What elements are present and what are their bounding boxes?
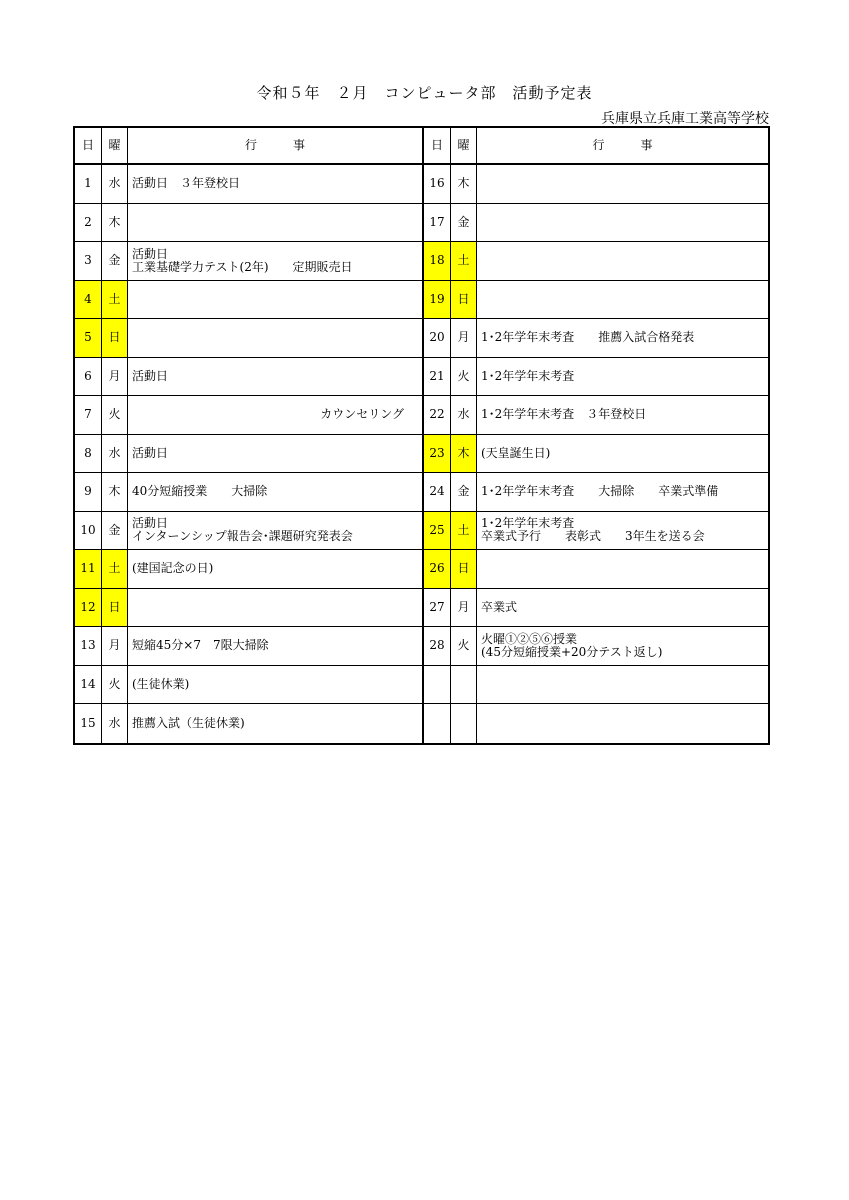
event-cell: (天皇誕生日) (481, 445, 551, 460)
day-cell: 24 (424, 473, 451, 511)
day-cell: 20 (424, 319, 451, 357)
day-cell: 21 (424, 358, 451, 396)
event-cell (128, 204, 422, 242)
weekday-cell: 金 (102, 512, 128, 550)
table-row (75, 550, 422, 589)
header-day: 日 (424, 128, 451, 163)
schedule-right-half (424, 128, 768, 743)
day-cell: 17 (424, 204, 451, 242)
day-cell: 13 (75, 627, 102, 665)
weekday-cell: 日 (451, 550, 477, 588)
day-cell: 10 (75, 512, 102, 550)
weekday-cell: 日 (102, 589, 128, 627)
day-cell: 22 (424, 396, 451, 434)
day-cell: 3 (75, 242, 102, 280)
event-cell: 1･2年学年末考査 大掃除 卒業式準備 (481, 484, 719, 499)
table-row (75, 396, 422, 435)
event-cell (477, 550, 768, 588)
event-cell (477, 204, 768, 242)
table-row (424, 512, 768, 551)
event-cell: 短縮45分×7 7限大掃除 (132, 638, 269, 653)
day-cell: 7 (75, 396, 102, 434)
weekday-cell: 土 (102, 281, 128, 319)
header-weekday: 曜 (102, 128, 128, 163)
table-row (424, 627, 768, 666)
table-row (75, 165, 422, 204)
event-cell: (生徒休業) (132, 676, 190, 691)
day-cell: 4 (75, 281, 102, 319)
table-row (75, 281, 422, 320)
table-row (424, 473, 768, 512)
event-cell (128, 281, 422, 319)
day-cell: 5 (75, 319, 102, 357)
event-cell (128, 589, 422, 627)
event-cell: 卒業式 (481, 599, 518, 614)
table-row (75, 435, 422, 474)
table-row (75, 242, 422, 281)
event-cell: (建国記念の日) (132, 561, 214, 576)
event-cell: 1･2年学年末考査 推薦入試合格発表 (481, 330, 695, 345)
event-cell: 活動日 (132, 445, 169, 460)
day-cell: 26 (424, 550, 451, 588)
right-rows (424, 165, 768, 743)
event-cell (477, 666, 768, 704)
event-cell (477, 704, 768, 743)
header-event: 行 事 (244, 138, 305, 152)
day-cell: 11 (75, 550, 102, 588)
day-cell: 16 (424, 165, 451, 203)
table-row (424, 704, 768, 743)
weekday-cell: 木 (102, 204, 128, 242)
header-weekday: 曜 (451, 128, 477, 163)
event-cell: カウンセリング (320, 407, 404, 422)
weekday-cell: 土 (451, 242, 477, 280)
day-cell (424, 666, 451, 704)
weekday-cell: 月 (451, 319, 477, 357)
table-row (75, 319, 422, 358)
table-row (424, 358, 768, 397)
weekday-cell: 月 (451, 589, 477, 627)
table-row (424, 165, 768, 204)
event-cell (477, 281, 768, 319)
table-row (424, 242, 768, 281)
schedule-left-half (75, 128, 424, 743)
weekday-cell: 火 (102, 666, 128, 704)
event-cell (477, 165, 768, 203)
table-row (75, 473, 422, 512)
event-cell: 1･2年学年末考査 卒業式予行 表彰式 3年生を送る会 (481, 516, 705, 544)
weekday-cell: 水 (102, 435, 128, 473)
weekday-cell: 火 (451, 627, 477, 665)
table-row (75, 704, 422, 743)
weekday-cell (451, 704, 477, 743)
event-cell: 活動日 ３年登校日 (132, 176, 241, 191)
table-row (75, 666, 422, 705)
weekday-cell: 金 (451, 204, 477, 242)
event-cell: 1･2年学年末考査 ３年登校日 (481, 407, 647, 422)
day-cell: 14 (75, 666, 102, 704)
day-cell (424, 704, 451, 743)
day-cell: 18 (424, 242, 451, 280)
weekday-cell: 木 (451, 165, 477, 203)
table-row (424, 666, 768, 705)
event-cell: 40分短縮授業 大掃除 (132, 484, 268, 499)
table-header (424, 128, 768, 165)
day-cell: 15 (75, 704, 102, 743)
day-cell: 27 (424, 589, 451, 627)
event-cell: 推薦入試（生徒休業) (132, 715, 245, 730)
table-row (424, 281, 768, 320)
table-row (424, 204, 768, 243)
weekday-cell: 金 (102, 242, 128, 280)
page-title: 令和５年 ２月 コンピュータ部 活動予定表 (256, 84, 593, 102)
schedule-table (73, 126, 770, 745)
table-row (75, 512, 422, 551)
table-row (424, 550, 768, 589)
event-cell: 活動日 工業基礎学力テスト(2年) 定期販売日 (132, 246, 353, 274)
left-rows (75, 165, 422, 743)
table-row (75, 358, 422, 397)
day-cell: 9 (75, 473, 102, 511)
weekday-cell: 土 (451, 512, 477, 550)
weekday-cell: 土 (102, 550, 128, 588)
weekday-cell: 火 (102, 396, 128, 434)
weekday-cell: 火 (451, 358, 477, 396)
weekday-cell: 水 (102, 165, 128, 203)
day-cell: 6 (75, 358, 102, 396)
header-event: 行 事 (592, 138, 653, 152)
table-row (75, 627, 422, 666)
weekday-cell: 月 (102, 358, 128, 396)
day-cell: 1 (75, 165, 102, 203)
day-cell: 8 (75, 435, 102, 473)
weekday-cell: 水 (102, 704, 128, 743)
day-cell: 23 (424, 435, 451, 473)
day-cell: 19 (424, 281, 451, 319)
weekday-cell: 金 (451, 473, 477, 511)
header-day: 日 (75, 128, 102, 163)
event-cell (128, 319, 422, 357)
table-row (424, 435, 768, 474)
event-cell (477, 242, 768, 280)
weekday-cell: 月 (102, 627, 128, 665)
day-cell: 25 (424, 512, 451, 550)
weekday-cell: 木 (451, 435, 477, 473)
event-cell: 1･2年学年末考査 (481, 368, 575, 383)
weekday-cell: 木 (102, 473, 128, 511)
weekday-cell: 水 (451, 396, 477, 434)
table-row (424, 319, 768, 358)
table-row (424, 589, 768, 628)
day-cell: 2 (75, 204, 102, 242)
school-name: 兵庫県立兵庫工業高等学校 (601, 111, 769, 127)
weekday-cell (451, 666, 477, 704)
table-row (75, 204, 422, 243)
event-cell: 火曜①②⑤⑥授業 (45分短縮授業+20分テスト返し) (481, 631, 663, 659)
table-row (75, 589, 422, 628)
day-cell: 28 (424, 627, 451, 665)
day-cell: 12 (75, 589, 102, 627)
table-row (424, 396, 768, 435)
weekday-cell: 日 (102, 319, 128, 357)
table-header (75, 128, 422, 165)
event-cell: 活動日 (132, 368, 169, 383)
event-cell: 活動日 インターンシップ報告会･課題研究発表会 (132, 516, 353, 544)
weekday-cell: 日 (451, 281, 477, 319)
